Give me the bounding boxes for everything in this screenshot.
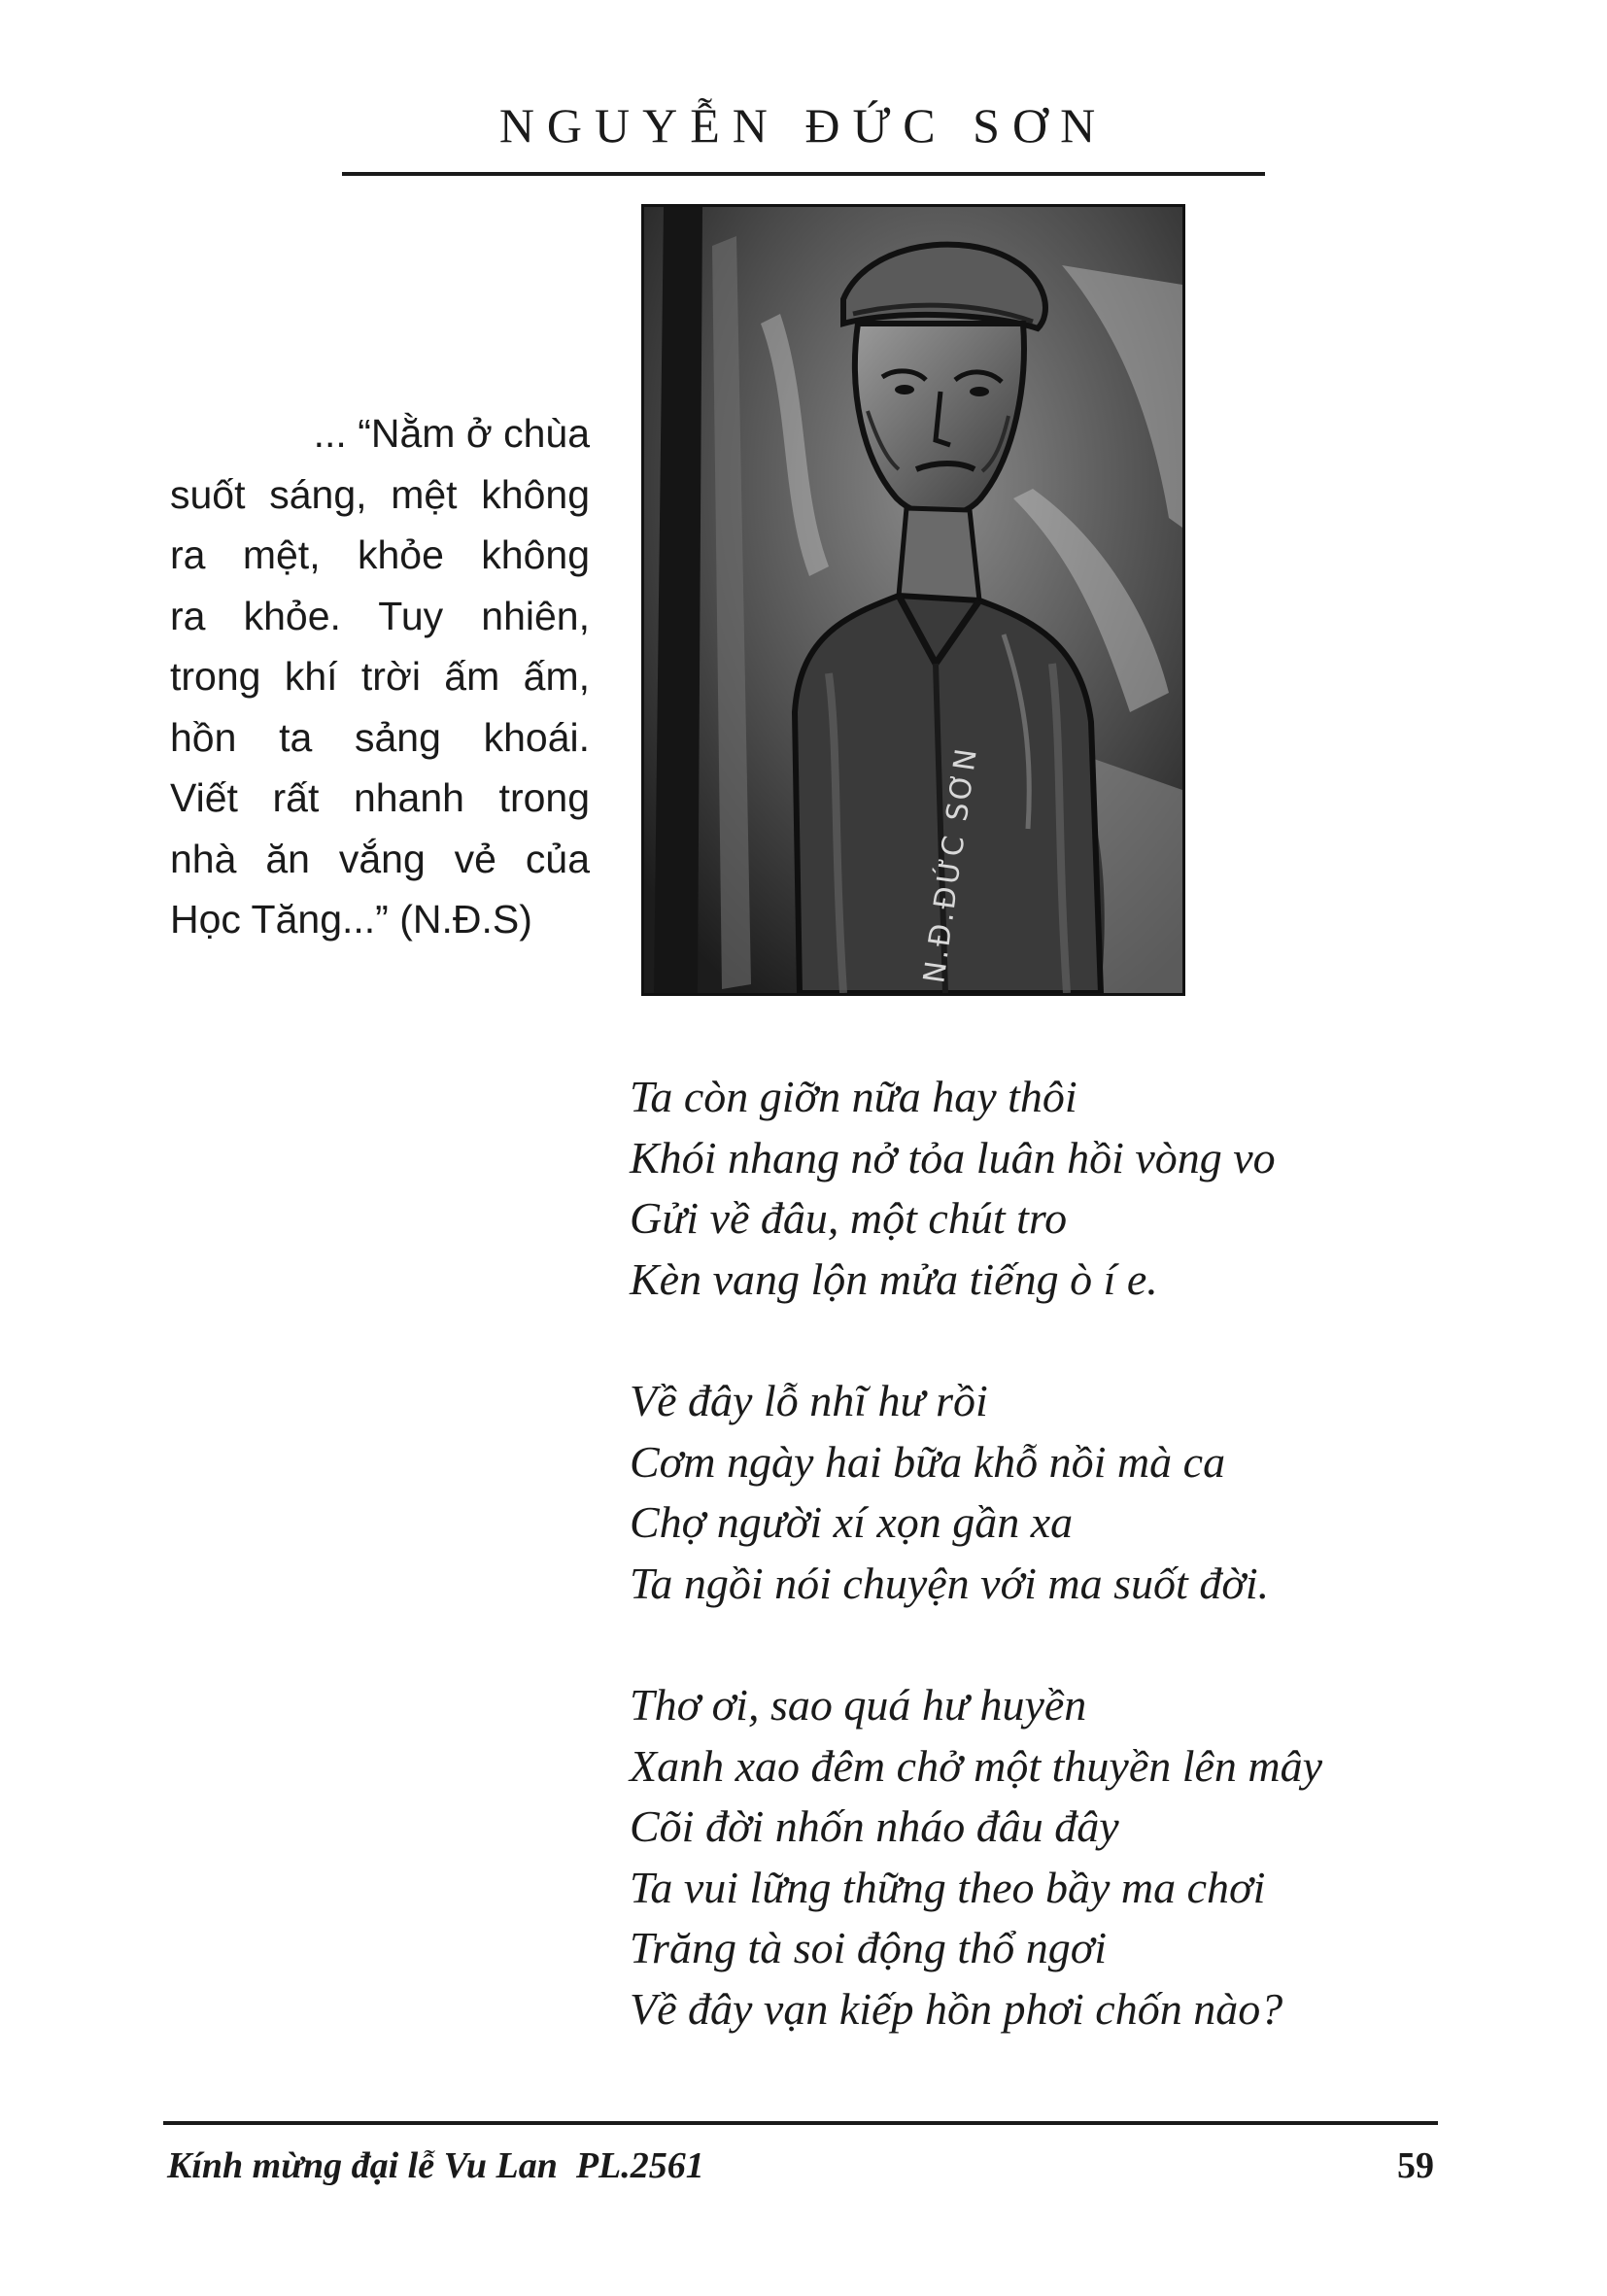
poem-verse: Ta ngồi nói chuyện với ma suốt đời. — [630, 1558, 1270, 1608]
poem-stanza — [630, 1067, 1504, 1310]
poem-verse: Cõi đời nhốn nháo đâu đây — [630, 1801, 1119, 1851]
quote-line: ra khỏe. Tuy nhiên, — [170, 593, 590, 638]
quote-line: Viết rất nhanh trong — [170, 775, 590, 820]
poem-stanza — [630, 1371, 1504, 1614]
poem-verse: Xanh xao đêm chở một thuyền lên mây — [630, 1740, 1323, 1791]
poem-verse: Khói nhang nở tỏa luân hồi vòng vo — [630, 1132, 1276, 1182]
poem-verse: Ta vui lững thững theo bầy ma chơi — [630, 1862, 1266, 1912]
poem — [630, 1067, 1504, 2101]
poem-verse: Kèn vang lộn mửa tiếng ò í e. — [630, 1253, 1158, 1304]
header-divider — [342, 172, 1265, 176]
footer-publication-title: Kính mừng đại lễ Vu Lan PL.2561 — [167, 2145, 704, 2186]
page-header-title: NGUYỄN ĐỨC SƠN — [498, 98, 1109, 153]
quote-line: ra mệt, khỏe không — [170, 532, 590, 577]
portrait-painting — [641, 204, 1185, 996]
poem-verse: Gửi về đâu, một chút tro — [630, 1193, 1068, 1243]
poem-verse: Về đây vạn kiếp hồn phơi chốn nào? — [630, 1983, 1283, 2034]
poem-verse: Cơm ngày hai bữa khỗ nồi mà ca — [630, 1436, 1226, 1487]
poem-verse: Về đây lỗ nhĩ hư rồi — [630, 1376, 988, 1425]
quote-line: nhà ăn vắng vẻ của — [170, 836, 590, 881]
quote-line: suốt sáng, mệt không — [170, 471, 590, 517]
poem-verse: Thơ ơi, sao quá hư huyền — [630, 1680, 1087, 1730]
page-number: 59 — [1397, 2145, 1434, 2186]
footer-divider — [163, 2121, 1438, 2125]
poem-stanza — [630, 1675, 1504, 2039]
poem-verse: Ta còn giỡn nữa hay thôi — [630, 1072, 1077, 1121]
quote-line: hồn ta sảng khoái. — [170, 714, 590, 760]
quote-line: ... “Nằm ở chùa — [313, 411, 590, 456]
quote-line: trong khí trời ấm ấm, — [170, 654, 590, 699]
epigraph-quote — [170, 403, 590, 950]
poem-verse: Trăng tà soi động thổ ngơi — [630, 1923, 1108, 1972]
portrait-illustration — [644, 207, 1182, 993]
quote-line: Học Tăng...” (N.Đ.S) — [170, 897, 532, 942]
poem-verse: Chợ người xí xọn gần xa — [630, 1497, 1074, 1547]
painting-signature: N.Đ.ĐỨC SƠN — [917, 743, 985, 986]
